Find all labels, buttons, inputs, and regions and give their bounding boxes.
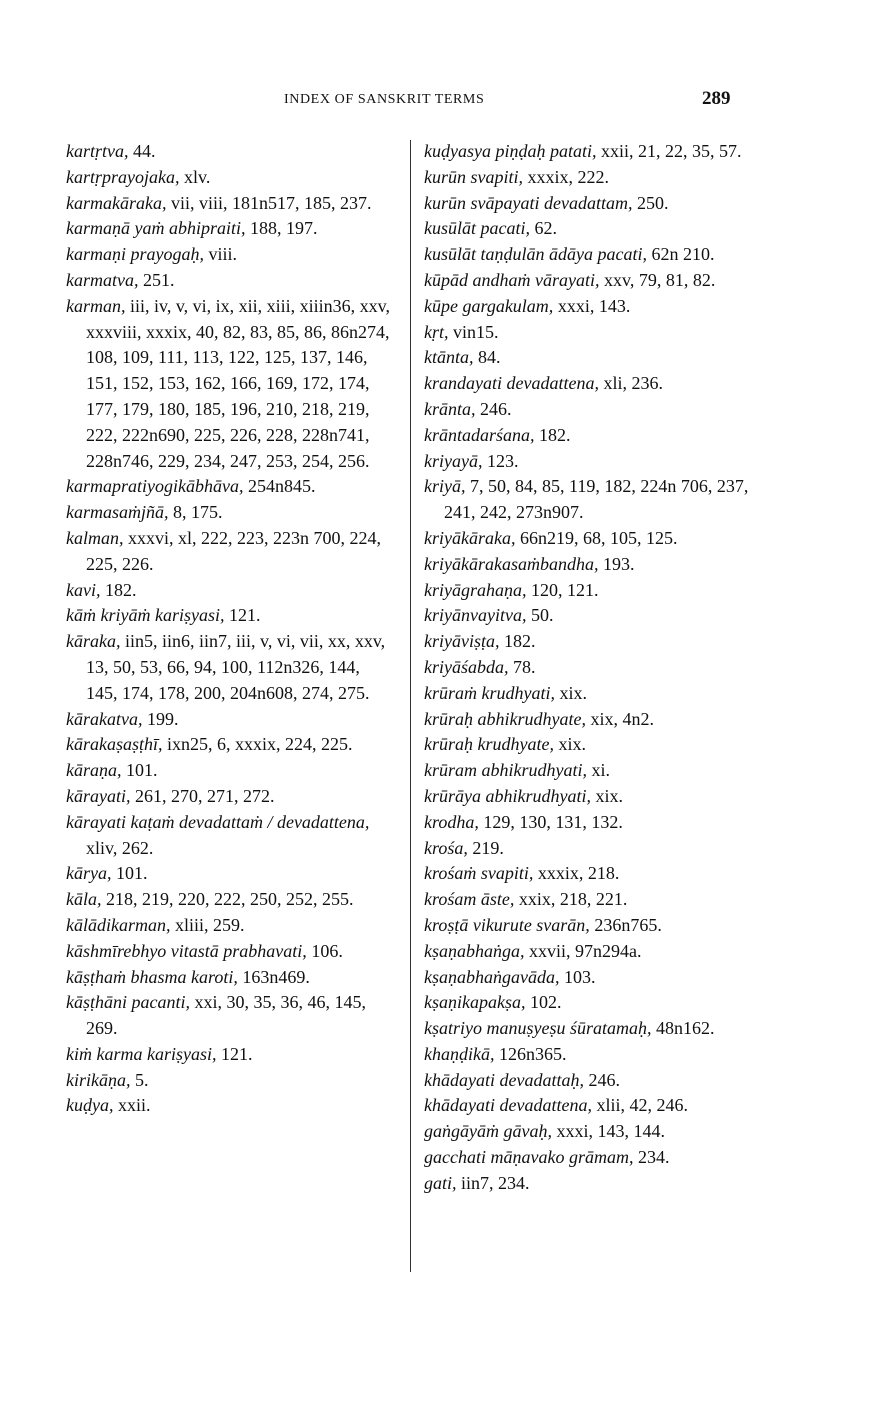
index-entry — [424, 861, 762, 887]
page-references: xxvii, 97n294a. — [529, 940, 642, 961]
index-entry — [66, 139, 394, 165]
page-references: 8, 175. — [173, 502, 223, 523]
index-entry — [424, 242, 762, 268]
index-entry — [424, 603, 762, 629]
index-term: karmaṇi prayogaḥ, — [66, 244, 204, 265]
page-references: 106. — [311, 940, 343, 961]
index-term: kārakaṣaṣṭhī, — [66, 734, 163, 755]
index-term: karmaṇā yaṁ abhipraiti, — [66, 218, 246, 239]
index-entry — [424, 1119, 762, 1145]
page-references: 62n 210. — [651, 244, 715, 265]
index-term: karmapratiyogikābhāva, — [66, 476, 244, 497]
index-entry — [424, 397, 762, 423]
index-term: kūpe gargakulam, — [424, 295, 554, 316]
index-entry — [424, 191, 762, 217]
index-term: kṛt, — [424, 321, 449, 342]
index-entry — [66, 294, 394, 475]
index-entry — [66, 216, 394, 242]
index-term: kirikāṇa, — [66, 1069, 131, 1090]
index-column-left — [66, 139, 394, 1119]
index-entry — [424, 1016, 762, 1042]
index-entry — [66, 732, 394, 758]
index-term: kṣaṇabhaṅga, — [424, 940, 525, 961]
index-term: kāṁ kriyāṁ kariṣyasi, — [66, 605, 225, 626]
page-references: 261, 270, 271, 272. — [135, 785, 275, 806]
index-entry — [424, 165, 762, 191]
index-term: kāraṇa, — [66, 760, 122, 781]
page-references: xxii, 21, 22, 35, 57. — [600, 141, 742, 161]
index-term: krośam āste, — [424, 889, 515, 910]
index-term: karmatva, — [66, 269, 139, 290]
page-references: 62. — [534, 218, 557, 239]
page-references: iin7, 234. — [461, 1172, 530, 1193]
index-term: kroṣṭā vikurute svarān, — [424, 914, 590, 935]
index-term: kartṛprayojaka, — [66, 166, 180, 187]
page-references: 102. — [529, 992, 562, 1013]
page-references: xix, 4n2. — [590, 708, 654, 729]
index-term: krūraṁ krudhyati, — [424, 682, 555, 703]
index-term: kavi, — [66, 579, 101, 600]
index-entry — [424, 655, 762, 681]
page-references: 78. — [513, 656, 536, 677]
index-column-right — [424, 139, 762, 1197]
index-term: karmakāraka, — [66, 192, 167, 213]
page-references: 48n162. — [656, 1018, 715, 1039]
index-term: krāntadarśana, — [424, 424, 535, 445]
index-entry — [424, 939, 762, 965]
index-entry — [424, 268, 762, 294]
index-term: kārayati, — [66, 785, 131, 806]
index-entry — [424, 887, 762, 913]
index-term: kāṣṭhaṁ bhasma karoti, — [66, 966, 238, 987]
page-references: 246. — [588, 1069, 620, 1090]
index-term: khaṇḍikā, — [424, 1043, 495, 1064]
page-references: 236n765. — [594, 914, 662, 935]
page-references: 66n219, 68, 105, 125. — [519, 527, 678, 548]
index-term: kāraka, — [66, 631, 121, 652]
page-references: 219. — [472, 837, 504, 858]
index-entry — [424, 474, 762, 526]
index-entry — [424, 371, 762, 397]
index-term: kārya, — [66, 863, 112, 884]
index-term: ktānta, — [424, 347, 474, 368]
index-term: kūpād andhaṁ vārayati, — [424, 269, 600, 290]
page-references: 126n365. — [498, 1043, 567, 1064]
index-entry — [424, 1093, 762, 1119]
page-references: 121. — [228, 605, 261, 626]
index-entry — [424, 578, 762, 604]
index-entry — [66, 578, 394, 604]
index-entry — [424, 552, 762, 578]
page-references: xxxi, 143, 144. — [556, 1121, 665, 1142]
index-entry — [424, 449, 762, 475]
index-entry — [424, 139, 762, 165]
page-references: xliii, 259. — [174, 914, 245, 935]
index-term: krūram abhikrudhyati, — [424, 760, 587, 781]
index-entry — [424, 216, 762, 242]
page-references: xxxix, 222. — [527, 166, 610, 187]
page-references: vii, viii, 181n517, 185, 237. — [170, 192, 372, 213]
page-references: 182. — [104, 579, 137, 600]
running-title: INDEX OF SANSKRIT TERMS — [284, 92, 485, 107]
index-entry — [66, 474, 394, 500]
index-entry — [424, 629, 762, 655]
index-entry — [424, 681, 762, 707]
index-entry — [66, 268, 394, 294]
page-references: 101. — [126, 760, 158, 781]
index-entry — [424, 320, 762, 346]
column-divider — [410, 140, 411, 1272]
page-references: xlii, 42, 246. — [596, 1095, 688, 1116]
page-references: 121. — [220, 1043, 253, 1064]
index-term: kālādikarman, — [66, 914, 171, 935]
page-references: xxxi, 143. — [557, 295, 631, 316]
index-entry — [66, 887, 394, 913]
page-references: iii, iv, v, vi, ix, xii, xiii, xiiin36, xxv, xxxviii, xxxix, 40, 82, 83, 85, 86, 86n274, 108, 109, 111, 113, 122, 125, 137, 146, 151, 152, 153, 162, 166, 169, 172, 174, 177, 179, 180, 185, 196, 210, 218, 219, 222, 222n690, 225, 226, 228, 228n741, 228n746, 229, 234, 247, 253, 254, 256. — [86, 295, 391, 471]
index-term: kuḍya, — [66, 1095, 114, 1116]
index-term: krośa, — [424, 837, 468, 858]
page-references: 84. — [478, 347, 501, 368]
index-term: gaṅgāyāṁ gāvaḥ, — [424, 1121, 552, 1142]
page-references: 163n469. — [242, 966, 310, 987]
index-entry — [66, 758, 394, 784]
page-references: xxv, 79, 81, 82. — [603, 269, 716, 290]
page-references: 50. — [530, 605, 554, 626]
index-entry — [66, 810, 394, 862]
index-term: kriyāśabda, — [424, 656, 509, 677]
index-term: gacchati māṇavako grāmam, — [424, 1147, 634, 1168]
page-references: 246. — [480, 398, 512, 419]
index-entry — [424, 913, 762, 939]
index-entry — [66, 861, 394, 887]
index-term: kusūlāt taṇḍulān ādāya pacati, — [424, 244, 647, 265]
page-references: vin15. — [453, 321, 499, 342]
page-references: 129, 130, 131, 132. — [483, 811, 623, 832]
index-term: kāla, — [66, 889, 102, 910]
index-entry — [424, 784, 762, 810]
index-term: krūraḥ krudhyate, — [424, 734, 554, 755]
page-header — [0, 88, 882, 118]
page-references: ixn25, 6, xxxix, 224, 225. — [167, 734, 353, 755]
page-references: xxix, 218, 221. — [518, 889, 628, 910]
page-number: 289 — [702, 88, 731, 109]
index-entry — [424, 423, 762, 449]
index-entry — [424, 965, 762, 991]
index-entry — [66, 913, 394, 939]
index-entry — [424, 1145, 762, 1171]
page-references: 251. — [142, 269, 175, 290]
index-term: kiṁ karma kariṣyasi, — [66, 1043, 217, 1064]
index-entry — [424, 526, 762, 552]
index-entry — [66, 784, 394, 810]
page-references: 234. — [637, 1147, 670, 1168]
index-term: kṣaṇabhaṅgavāda, — [424, 966, 560, 987]
index-entry — [66, 191, 394, 217]
index-term: kalman, — [66, 527, 124, 548]
index-entry — [424, 345, 762, 371]
page-references: 218, 219, 220, 222, 250, 252, 255. — [106, 889, 354, 910]
index-entry — [66, 1093, 394, 1119]
page-references: xxxix, 218. — [537, 863, 620, 884]
page-references: xix. — [558, 734, 586, 755]
page-references: 193. — [602, 553, 635, 574]
index-term: kusūlāt pacati, — [424, 218, 530, 239]
index-entry — [66, 242, 394, 268]
index-entry — [424, 1068, 762, 1094]
index-term: krūraḥ abhikrudhyate, — [424, 708, 586, 729]
index-term: kriyānvayitva, — [424, 605, 527, 626]
index-term: kriyāviṣṭa, — [424, 631, 500, 652]
index-term: krodha, — [424, 811, 479, 832]
index-entry — [66, 965, 394, 991]
index-entry — [424, 707, 762, 733]
index-entry — [66, 1042, 394, 1068]
index-term: kriyā, — [424, 476, 466, 497]
index-term: krānta, — [424, 398, 476, 419]
index-term: kāshmīrebhyo vitastā prabhavati, — [66, 940, 307, 961]
index-entry — [66, 500, 394, 526]
page-references: viii. — [208, 244, 238, 265]
index-term: kārakatva, — [66, 708, 143, 729]
index-entry — [66, 629, 394, 706]
page-references: 254n845. — [247, 476, 316, 497]
index-term: khādayati devadattaḥ, — [424, 1069, 584, 1090]
index-term: kriyāgrahaṇa, — [424, 579, 527, 600]
page-references: xxi, 30, 35, 36, 46, 145, 269. — [86, 992, 367, 1039]
page-references: xi. — [591, 760, 610, 781]
index-entry — [66, 990, 394, 1042]
page-references: 44. — [133, 141, 156, 161]
index-term: kurūn svapiti, — [424, 166, 523, 187]
index-term: kriyākāraka, — [424, 527, 516, 548]
index-entry — [424, 990, 762, 1016]
page-references: 188, 197. — [250, 218, 318, 239]
page-references: xli, 236. — [603, 373, 663, 394]
index-term: karman, — [66, 295, 126, 316]
page-references: xliv, 262. — [86, 837, 154, 858]
page-references: 101. — [115, 863, 148, 884]
index-entry — [424, 1042, 762, 1068]
page-references: xxii. — [117, 1095, 151, 1116]
index-entry — [66, 526, 394, 578]
page-references: 123. — [486, 450, 519, 471]
index-entry — [66, 603, 394, 629]
index-term: krūrāya abhikrudhyati, — [424, 785, 591, 806]
index-term: kārayati kaṭaṁ devadattaṁ / devadattena, — [66, 811, 370, 832]
index-term: khādayati devadattena, — [424, 1095, 592, 1116]
index-term: kriyākārakasaṁbandha, — [424, 553, 599, 574]
page-references: 103. — [563, 966, 596, 987]
index-entry — [66, 939, 394, 965]
index-term: kartṛtva, — [66, 141, 129, 161]
index-term: kṣaṇikapakṣa, — [424, 992, 526, 1013]
page-references: 5. — [135, 1069, 149, 1090]
index-term: krośaṁ svapiti, — [424, 863, 534, 884]
index-term: kāṣṭhāni pacanti, — [66, 992, 190, 1013]
index-term: karmasaṁjñā, — [66, 502, 169, 523]
index-entry — [424, 836, 762, 862]
index-term: kurūn svāpayati devadattam, — [424, 192, 633, 213]
index-term: kṣatriyo manuṣyeṣu śūratamaḥ, — [424, 1018, 652, 1039]
index-term: krandayati devadattena, — [424, 373, 599, 394]
page-references: xix. — [595, 785, 623, 806]
page-references: iin5, iin6, iin7, iii, v, vi, vii, xx, xxv, 13, 50, 53, 66, 94, 100, 112n326, 144, 145, 174, 178, 200, 204n608, 274, 275. — [86, 631, 386, 703]
page-references: 182. — [539, 424, 571, 445]
index-entry — [424, 294, 762, 320]
page-references: xlv. — [183, 166, 211, 187]
index-entry — [424, 732, 762, 758]
index-entry — [66, 1068, 394, 1094]
page-references: 7, 50, 84, 85, 119, 182, 224n 706, 237, 241, 242, 273n907. — [444, 476, 749, 523]
index-term: kuḍyasya piṇḍaḥ patati, — [424, 141, 597, 161]
page-references: 120, 121. — [531, 579, 599, 600]
index-entry — [424, 810, 762, 836]
index-entry — [66, 165, 394, 191]
page-references: 250. — [636, 192, 669, 213]
page-references: 199. — [146, 708, 179, 729]
index-entry — [424, 1171, 762, 1197]
index-term: kriyayā, — [424, 450, 483, 471]
index-entry — [66, 707, 394, 733]
index-entry — [424, 758, 762, 784]
page-references: xix. — [559, 682, 587, 703]
page-references: 182. — [503, 631, 536, 652]
index-term: gati, — [424, 1172, 457, 1193]
page-references: xxxvi, xl, 222, 223, 223n 700, 224, 225, 226. — [86, 527, 382, 574]
